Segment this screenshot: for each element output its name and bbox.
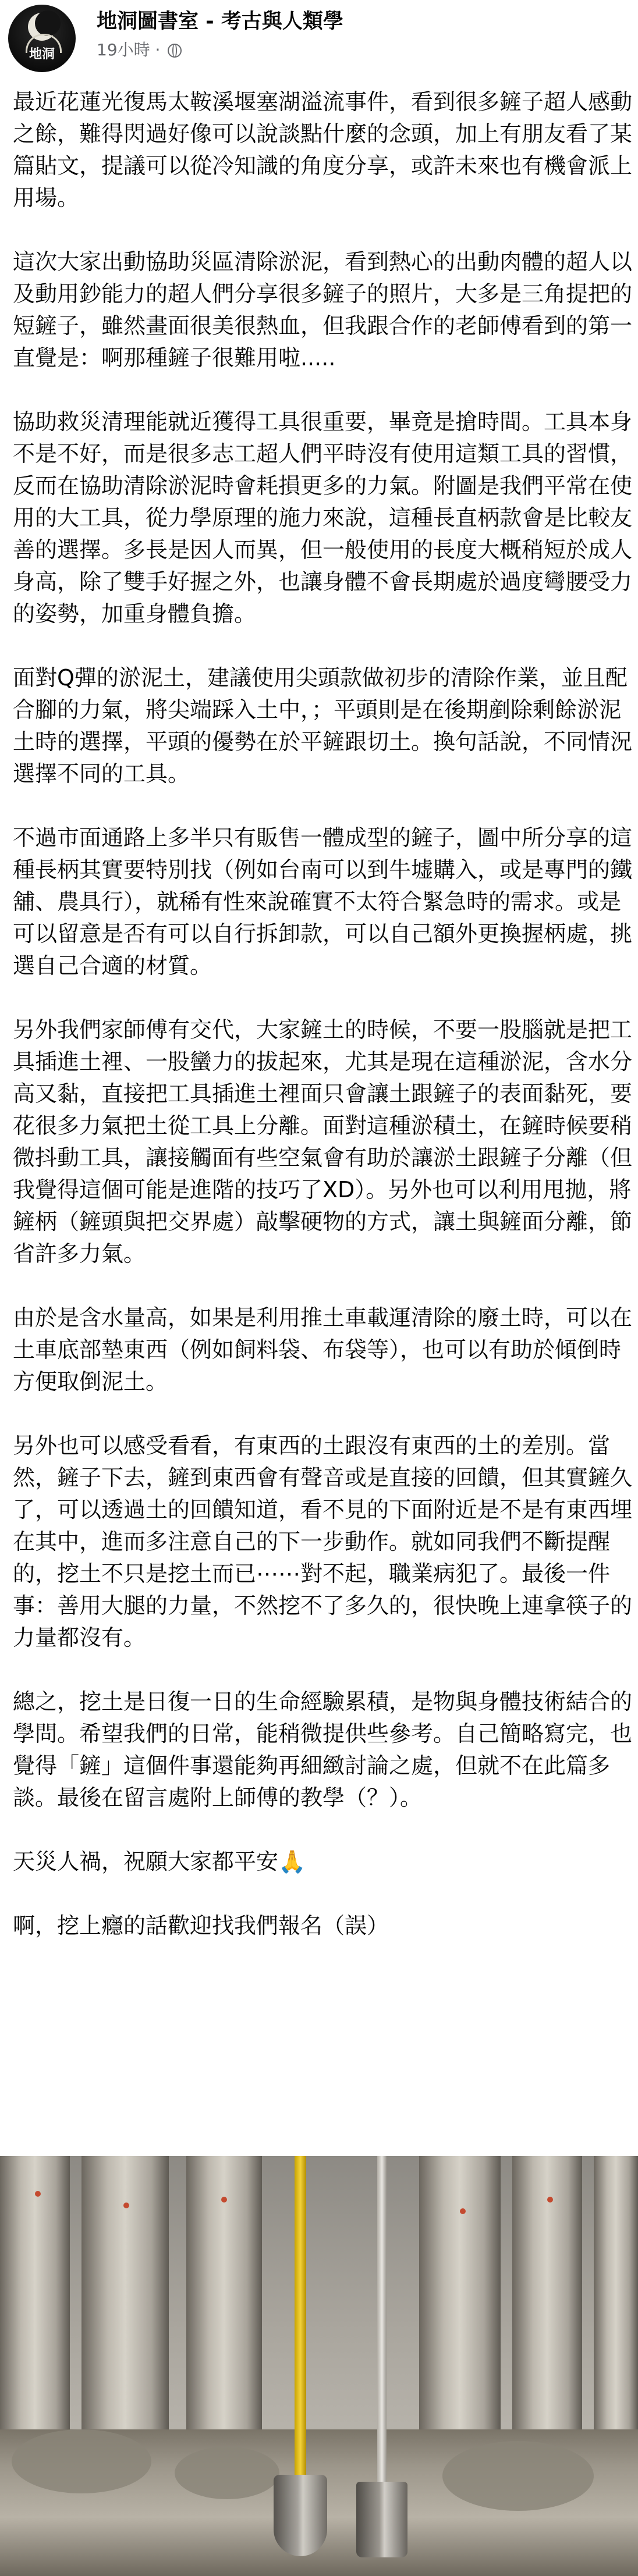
pointed-shovel-blade — [274, 2475, 327, 2556]
flat-spade-blade — [356, 2482, 407, 2557]
shovel-photo[interactable] — [0, 2156, 638, 2576]
flat-spade-handle — [377, 2156, 387, 2482]
post-paragraph: 由於是含水量高，如果是利用推土車載運清除的廢土時，可以在土車底部墊東西（例如飼料袋、布袋等），也可以有助於傾倒時方便取倒泥土。 — [13, 1305, 633, 1394]
post-paragraph: 最近花蓮光復馬太鞍溪堰塞湖溢流事件，看到很多鏟子超人感動之餘，難得閃過好像可以說談點什麼的念頭，加上有朋友看了某篇貼文，提議可以從冷知識的角度分享，或許未來也有機會派上用場。 — [13, 89, 633, 211]
post-meta — [97, 38, 182, 62]
post-body — [13, 86, 632, 1974]
page-avatar[interactable] — [8, 5, 76, 72]
post-timestamp[interactable]: 19小時 — [97, 40, 150, 59]
page-name-link[interactable]: 地洞圖書室 - 考古與人類學 — [97, 10, 343, 33]
pointed-shovel-handle — [295, 2156, 306, 2482]
post-paragraph: 總之，挖土是日復一日的生命經驗累積，是物與身體技術結合的學問。希望我們的日常，能稍微提供些參考。自己簡略寫完，也覺得「鏟」這個件事還能夠再細緻討論之處，但就不在此篇多談。最後在留言處附上師傅的教學（？）。 — [13, 1689, 633, 1810]
globe-icon[interactable] — [168, 44, 182, 58]
post-paragraph: 另外也可以感受看看，有東西的土跟沒有東西的土的差別。當然，鏟子下去，鏟到東西會有聲音或是直接的回饋，但其實鏟久了，可以透過土的回饋知道，看不見的下面附近是不是有東西埋在其中，進而多注意自己的下一步動作。就如同我們不斷提醒的，挖土不只是挖土而已⋯⋯對不起，職業病犯了。最後一件事：善用大腿的力量，不然挖不了多久的，很快晚上連拿筷子的力量都沒有。 — [13, 1433, 633, 1650]
post-paragraph: 啊，挖上癮的話歡迎找我們報名（誤） — [13, 1913, 389, 1938]
avatar-logo-text: 地洞 — [29, 47, 55, 62]
post-paragraph: 面對Q彈的淤泥土，建議使用尖頭款做初步的清除作業，並且配合腳的力氣，將尖端踩入土中，；平頭則是在後期剷除剩餘淤泥土時的選擇，平頭的優勢在於平鏟跟切土。換句話說，不同情況選擇不同的工具。 — [13, 665, 633, 787]
post-header — [8, 5, 630, 69]
post-paragraph: 這次大家出動協助災區清除淤泥，看到熱心的出動肉體的超人以及動用鈔能力的超人們分享很多鏟子的照片，大多是三角提把的短鏟子，雖然畫面很美很熱血，但我跟合作的老師傅看到的第一直覺是：啊那種鏟子很難用啦..... — [13, 249, 633, 371]
post-paragraph: 不過市面通路上多半只有販售一體成型的鏟子，圖中所分享的這種長柄其實要特別找（例如台南可以到牛墟購入，或是專門的鐵舖、農具行），就稀有性來說確實不太符合緊急時的需求。或是可以留意是否有可以自行拆卸款，可以自己額外更換握柄處，挑選自己合適的材質。 — [13, 825, 633, 979]
post-paragraph: 天災人禍，祝願大家都平安🙏 — [13, 1849, 306, 1874]
post-paragraph: 另外我們家師傅有交代，大家鏟土的時候，不要一股腦就是把工具插進土裡、一股蠻力的拔起來，尤其是現在這種淤泥，含水分高又黏，直接把工具插進土裡面只會讓土跟鏟子的表面黏死，要花很多力氣把土從工具上分離。面對這種淤積土，在鏟時候要稍微抖動工具，讓接觸面有些空氣會有助於讓淤土跟鏟子分離（但我覺得這個可能是進階的技巧了XD）。另外也可以利用甩拋，將鏟柄（鏟頭與把交界處）敲擊硬物的方式，讓土與鏟面分離，節省許多力氣。 — [13, 1017, 633, 1266]
post-paragraph: 協助救災清理能就近獲得工具很重要，畢竟是搶時間。工具本身不是不好，而是很多志工超人們平時沒有使用這類工具的習慣，反而在協助清除淤泥時會耗損更多的力氣。附圖是我們平常在使用的大工具，從力學原理的施力來說，這種長直柄款會是比較友善的選擇。多長是因人而異，但一般使用的長度大概稍短於成人身高，除了雙手好握之外，也讓身體不會長期處於過度彎腰受力的姿勢，加重身體負擔。 — [13, 409, 633, 627]
meta-separator: · — [155, 40, 161, 59]
